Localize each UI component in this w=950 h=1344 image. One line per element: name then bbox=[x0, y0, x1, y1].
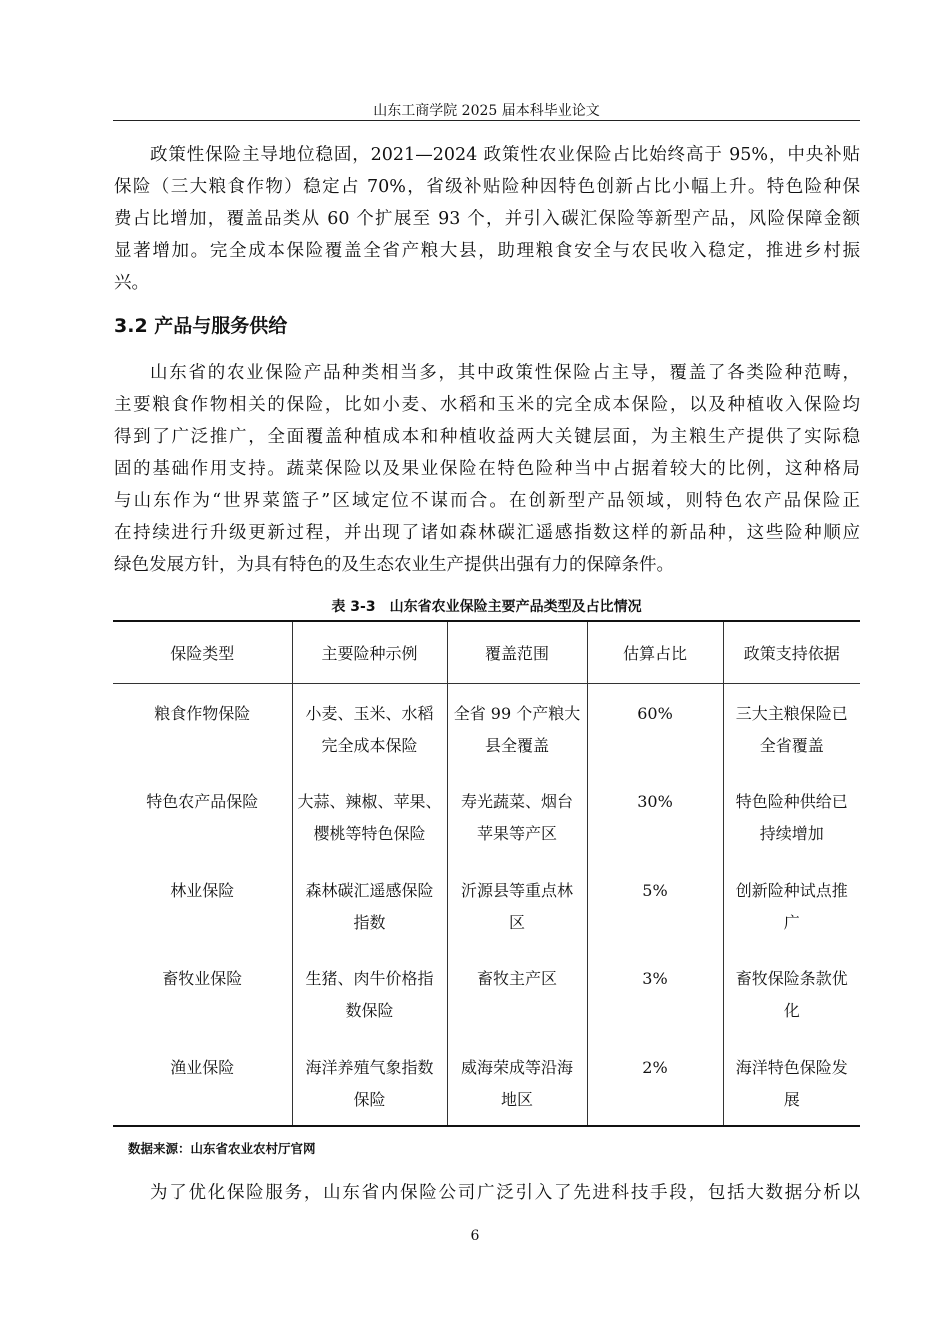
cell-line: 3% bbox=[642, 969, 668, 988]
text-line: 绿色发展方针，为具有特色的及生态农业生产提供出强有力的保障条件。 bbox=[114, 555, 674, 575]
text-line: 在持续进行升级更新过程，并出现了诸如森林碳汇遥感指数这样的新品种，这些险种顺应 bbox=[114, 523, 860, 543]
table-header-row bbox=[113, 621, 860, 684]
table-cell bbox=[723, 772, 860, 861]
paragraph-policy-dominance bbox=[114, 139, 860, 299]
text-line: 主要粮食作物相关的保险，比如小麦、水稻和玉米的完全成本保险，以及种植收入保险均 bbox=[114, 395, 860, 415]
cell-line: 特色农产品保险 bbox=[146, 792, 259, 811]
table-caption: 表 3-3 山东省农业保险主要产品类型及占比情况 bbox=[331, 599, 642, 615]
table-cell bbox=[587, 949, 723, 1038]
cell-line: 区 bbox=[508, 912, 525, 932]
table-cell bbox=[113, 772, 292, 861]
cell-line: 2% bbox=[642, 1057, 668, 1077]
text-line: 得到了广泛推广，全面覆盖种植成本和种植收益两大关键层面，为主粮生产提供了实际稳 bbox=[114, 427, 860, 447]
cell-line: 寿光蔬菜、烟台 bbox=[460, 792, 573, 811]
table-cell bbox=[292, 1038, 447, 1127]
cell-line: 持续增加 bbox=[759, 824, 824, 843]
cell-line: 苹果等产区 bbox=[476, 824, 557, 843]
column-header: 政策支持依据 bbox=[723, 621, 860, 684]
running-header: 山东工商学院 2025 届本科毕业论文 bbox=[373, 103, 600, 119]
table-cell bbox=[292, 772, 447, 861]
cell-line: 30% bbox=[637, 792, 673, 811]
table-cell bbox=[113, 949, 292, 1038]
text-line: 政策性保险主导地位稳固，2021—2024 政策性农业保险占比始终高于 95%，中央补贴 bbox=[150, 145, 860, 165]
section-heading: 3.2 产品与服务供给 bbox=[114, 315, 288, 337]
cell-line: 全省覆盖 bbox=[759, 736, 824, 755]
cell-line: 创新险种试点推 bbox=[735, 880, 848, 900]
cell-line: 畜牧业保险 bbox=[162, 969, 243, 988]
table-cell bbox=[447, 949, 587, 1038]
text-line: 费占比增加，覆盖品类从 60 个扩展至 93 个，并引入碳汇保险等新型产品，风险保障金额 bbox=[114, 209, 860, 229]
cell-line: 粮食作物保险 bbox=[154, 704, 251, 723]
table-row bbox=[113, 684, 860, 773]
table-cell bbox=[587, 1038, 723, 1127]
table-cell bbox=[292, 684, 447, 773]
header-rule bbox=[113, 120, 860, 121]
text-line: 固的基础作用支持。蔬菜保险以及果业保险在特色险种当中占据着较大的比例，这种格局 bbox=[114, 459, 860, 479]
cell-line: 5% bbox=[642, 880, 668, 900]
table-cell bbox=[113, 684, 292, 773]
table-cell bbox=[292, 861, 447, 950]
table-cell bbox=[723, 949, 860, 1038]
table-row bbox=[113, 861, 860, 950]
cell-line: 樱桃等特色保险 bbox=[313, 824, 426, 843]
cell-line: 三大主粮保险已 bbox=[735, 704, 848, 723]
table-row bbox=[113, 949, 860, 1038]
page-number: 6 bbox=[470, 1228, 480, 1244]
column-header: 保险类型 bbox=[113, 621, 292, 684]
table-row bbox=[113, 1038, 860, 1127]
cell-line: 县全覆盖 bbox=[484, 736, 549, 755]
text-line: 与山东作为“世界菜篮子”区域定位不谋而合。在创新型产品领域，则特色农产品保险正 bbox=[114, 491, 860, 511]
table-row bbox=[113, 772, 860, 861]
cell-line: 沂源县等重点林 bbox=[460, 880, 573, 900]
cell-line: 海洋特色保险发 bbox=[735, 1057, 848, 1077]
cell-line: 化 bbox=[783, 1001, 800, 1020]
table-cell bbox=[113, 861, 292, 950]
table-cell bbox=[587, 772, 723, 861]
cell-line: 畜牧主产区 bbox=[476, 969, 557, 988]
text-line: 保险（三大粮食作物）稳定占 70%，省级补贴险种因特色创新占比小幅上升。特色险种保 bbox=[114, 177, 860, 197]
text-line: 显著增加。完全成本保险覆盖全省产粮大县，助理粮食安全与农民收入稳定，推进乡村振 bbox=[114, 241, 860, 261]
cell-line: 展 bbox=[783, 1089, 800, 1109]
table-cell bbox=[292, 949, 447, 1038]
cell-line: 小麦、玉米、水稻 bbox=[305, 704, 434, 723]
table-source-note: 数据来源：山东省农业农村厅官网 bbox=[128, 1141, 316, 1156]
table-cell bbox=[113, 1038, 292, 1127]
cell-line: 广 bbox=[783, 912, 800, 932]
text-line: 山东省的农业保险产品种类相当多，其中政策性保险占主导，覆盖了各类险种范畴， bbox=[150, 363, 860, 383]
cell-line: 数保险 bbox=[345, 1001, 394, 1020]
cell-line: 完全成本保险 bbox=[321, 736, 418, 755]
table-cell bbox=[723, 1038, 860, 1127]
text-line: 兴。 bbox=[114, 273, 149, 293]
table-cell bbox=[723, 684, 860, 773]
cell-line: 海洋养殖气象指数 bbox=[305, 1057, 434, 1077]
text-line: 为了优化保险服务，山东省内保险公司广泛引入了先进科技手段，包括大数据分析以 bbox=[150, 1183, 860, 1203]
table-cell bbox=[447, 772, 587, 861]
table-cell bbox=[447, 684, 587, 773]
table-cell bbox=[723, 861, 860, 950]
cell-line: 特色险种供给已 bbox=[735, 792, 848, 811]
table-cell bbox=[587, 684, 723, 773]
table-cell bbox=[587, 861, 723, 950]
paragraph-service-optimization bbox=[114, 1177, 860, 1209]
column-header: 覆盖范围 bbox=[447, 621, 587, 684]
cell-line: 威海荣成等沿海 bbox=[460, 1057, 573, 1077]
cell-line: 保险 bbox=[353, 1089, 386, 1109]
column-header: 主要险种示例 bbox=[292, 621, 447, 684]
table-cell bbox=[447, 861, 587, 950]
paragraph-product-supply bbox=[114, 357, 860, 581]
column-header: 估算占比 bbox=[587, 621, 723, 684]
product-type-table bbox=[113, 620, 860, 1127]
table-cell bbox=[447, 1038, 587, 1127]
cell-line: 指数 bbox=[353, 912, 386, 932]
cell-line: 60% bbox=[637, 704, 673, 723]
cell-line: 地区 bbox=[500, 1089, 533, 1109]
cell-line: 生猪、肉牛价格指 bbox=[305, 969, 434, 988]
cell-line: 渔业保险 bbox=[170, 1057, 235, 1077]
cell-line: 森林碳汇遥感保险 bbox=[305, 880, 434, 900]
cell-line: 林业保险 bbox=[170, 880, 235, 900]
cell-line: 全省 99 个产粮大 bbox=[453, 704, 581, 723]
cell-line: 畜牧保险条款优 bbox=[735, 969, 848, 988]
cell-line: 大蒜、辣椒、苹果、 bbox=[297, 792, 442, 811]
